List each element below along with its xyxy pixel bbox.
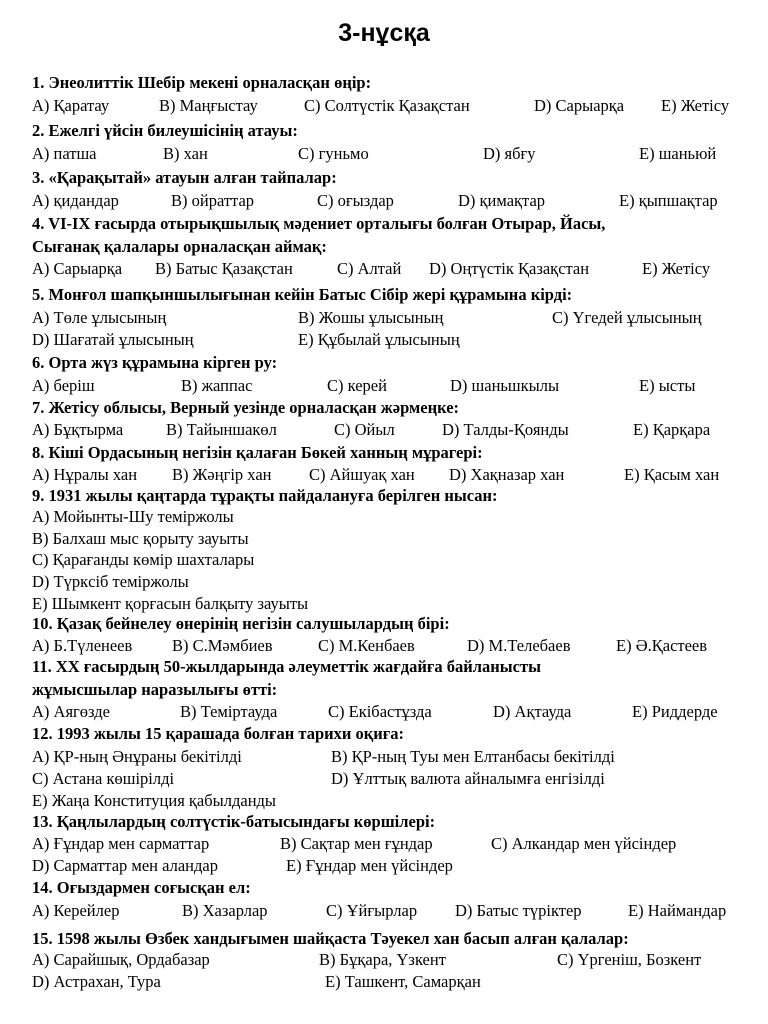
option-1-d: D) Сарыарқа xyxy=(534,96,625,115)
options-8 xyxy=(32,464,768,486)
option-11-a: A) Аягөзде xyxy=(32,702,110,721)
option-6-e: E) ысты xyxy=(639,376,696,395)
options-6 xyxy=(32,375,768,397)
option-5-b: B) Жошы ұлысының xyxy=(298,308,444,327)
option-5-d: D) Шағатай ұлысының xyxy=(32,330,194,349)
option-5-e: E) Құбылай ұлысының xyxy=(298,330,460,349)
question-15: 15. 1598 жылы Өзбек хандығымен шайқаста Тәуекел хан басып алған қалалар: xyxy=(32,929,629,948)
options-12-row-2 xyxy=(32,768,768,790)
option-3-d: D) қимақтар xyxy=(458,191,546,210)
option-6-c: C) керей xyxy=(327,376,387,395)
options-10 xyxy=(32,635,768,657)
option-5-c: C) Үгедей ұлысының xyxy=(552,308,702,327)
options-15-row-1 xyxy=(32,949,768,971)
option-12-c: C) Астана көшірілді xyxy=(32,769,175,788)
option-8-b: B) Жәңгір хан xyxy=(172,465,272,484)
option-13-c: C) Алкандар мен үйсіндер xyxy=(491,834,677,853)
option-3-c: C) оғыздар xyxy=(317,191,394,210)
option-14-e: E) Наймандар xyxy=(628,901,727,920)
option-8-e: E) Қасым хан xyxy=(624,465,720,484)
question-5: 5. Монғол шапқыншылығынан кейін Батыс Сібір жері құрамына кірді: xyxy=(32,285,573,304)
option-9-a: A) Мойынты-Шу теміржолы xyxy=(32,507,234,526)
question-9: 9. 1931 жылы қаңтарда тұрақты пайдалануға берілген нысан: xyxy=(32,486,498,505)
option-7-d: D) Талды-Қоянды xyxy=(442,420,569,439)
option-15-a: A) Сарайшық, Ордабазар xyxy=(32,950,210,969)
options-1 xyxy=(32,95,768,117)
option-12-a: A) ҚР-ның Әнұраны бекітілді xyxy=(32,747,242,766)
option-15-c: C) Үргеніш, Бозкент xyxy=(557,950,702,969)
question-11-line-2: жұмысшылар наразылығы өтті: xyxy=(32,680,278,699)
question-12: 12. 1993 жылы 15 қарашада болған тарихи оқиға: xyxy=(32,724,405,743)
option-4-a: A) Сарыарқа xyxy=(32,259,123,278)
option-14-c: C) Ұйғырлар xyxy=(326,901,418,920)
option-1-a: A) Қаратау xyxy=(32,96,110,115)
question-6: 6. Орта жүз құрамына кірген ру: xyxy=(32,353,278,372)
option-8-a: A) Нұралы хан xyxy=(32,465,138,484)
option-3-b: B) ойраттар xyxy=(171,191,255,210)
option-13-d: D) Сарматтар мен аландар xyxy=(32,856,218,875)
option-6-d: D) шаньшкылы xyxy=(450,376,560,395)
question-2: 2. Ежелгі үйсін билеушісінің атауы: xyxy=(32,121,298,140)
option-12-b: B) ҚР-ның Туы мен Елтанбасы бекітілді xyxy=(331,747,615,766)
option-9-d: D) Түркcіб теміржолы xyxy=(32,572,189,591)
options-3 xyxy=(32,190,768,212)
option-13-e: E) Ғұндар мен үйсіндер xyxy=(286,856,453,875)
question-14: 14. Оғыздармен соғысқан ел: xyxy=(32,878,251,897)
question-1: 1. Энеолиттік Шебір мекені орналасқан өңір: xyxy=(32,73,372,92)
option-6-b: B) жаппас xyxy=(181,376,253,395)
option-6-a: A) беріш xyxy=(32,376,95,395)
option-14-d: D) Батыс түріктер xyxy=(455,901,582,920)
option-1-c: C) Солтүстік Қазақстан xyxy=(304,96,470,115)
option-10-d: D) М.Телебаев xyxy=(467,636,571,655)
options-15-row-2 xyxy=(32,971,768,993)
option-7-a: A) Бұқтырма xyxy=(32,420,124,439)
option-12-d: D) Ұлттық валюта айналымға енгізілді xyxy=(331,769,605,788)
options-12-row-1 xyxy=(32,746,768,768)
option-8-d: D) Хақназар хан xyxy=(449,465,565,484)
page-title: 3-нұсқа xyxy=(338,19,430,47)
option-7-c: C) Ойыл xyxy=(334,420,395,439)
option-10-b: B) С.Мәмбиев xyxy=(172,636,273,655)
option-12-e: E) Жаңа Конституция қабылданды xyxy=(32,791,277,810)
options-5-row-1 xyxy=(32,307,768,329)
question-3: 3. «Қарақытай» атауын алған тайпалар: xyxy=(32,168,337,187)
option-10-e: E) Ә.Қастеев xyxy=(616,636,708,655)
options-5-row-2 xyxy=(32,329,768,351)
option-11-e: E) Риддерде xyxy=(632,702,718,721)
options-11 xyxy=(32,701,768,723)
options-4 xyxy=(32,258,768,280)
option-15-d: D) Астрахан, Тура xyxy=(32,972,161,991)
option-9-e: E) Шымкент қорғасын балқыту зауыты xyxy=(32,594,309,613)
option-13-b: B) Сақтар мен ғұндар xyxy=(280,834,433,853)
option-3-e: E) қыпшақтар xyxy=(619,191,718,210)
option-11-d: D) Ақтауда xyxy=(493,702,572,721)
option-11-c: C) Екібастұзда xyxy=(328,702,432,721)
option-10-c: C) М.Кенбаев xyxy=(318,636,415,655)
option-4-b: B) Батыс Қазақстан xyxy=(155,259,293,278)
option-7-b: B) Тайыншакөл xyxy=(166,420,277,439)
option-14-b: B) Хазарлар xyxy=(182,901,268,920)
options-13-row-1 xyxy=(32,833,768,855)
option-1-e: E) Жетісу xyxy=(661,96,730,115)
option-4-e: E) Жетісу xyxy=(642,259,711,278)
option-14-a: A) Керейлер xyxy=(32,901,120,920)
option-10-a: A) Б.Түленеев xyxy=(32,636,133,655)
option-11-b: B) Теміртауда xyxy=(180,702,278,721)
question-13: 13. Қаңлылардың солтүстік-батысындағы көршілері: xyxy=(32,812,436,831)
options-14 xyxy=(32,900,768,922)
option-9-b: B) Балхаш мыс қорыту зауыты xyxy=(32,529,249,548)
option-13-a: A) Ғұндар мен сарматтар xyxy=(32,834,210,853)
question-11: 11. XX ғасырдың 50-жылдарында әлеуметтік жағдайға байланысты xyxy=(32,657,541,676)
option-3-a: A) қидандар xyxy=(32,191,119,210)
question-4: 4. VI-IX ғасырда отырықшылық мәдениет орталығы болған Отырар, Йасы, xyxy=(32,214,606,233)
options-7 xyxy=(32,419,768,441)
option-2-e: E) шаньюй xyxy=(639,144,717,163)
option-15-b: B) Бұқара, Үзкент xyxy=(319,950,446,969)
options-2 xyxy=(32,143,768,165)
option-8-c: C) Айшуақ хан xyxy=(309,465,415,484)
option-1-b: B) Маңғыстау xyxy=(159,96,258,115)
question-8: 8. Кіші Ордасының негізін қалаған Бөкей ханның мұрагері: xyxy=(32,443,483,462)
option-4-c: C) Алтай xyxy=(337,259,402,278)
option-2-d: D) ябғу xyxy=(483,144,536,163)
question-7: 7. Жетісу облысы, Верный уезінде орналасқан жәрмеңке: xyxy=(32,398,460,417)
option-15-e: E) Ташкент, Самарқан xyxy=(325,972,481,991)
option-5-a: A) Төле ұлысының xyxy=(32,308,167,327)
options-13-row-2 xyxy=(32,855,768,877)
option-4-d: D) Оңтүстік Қазақстан xyxy=(429,259,590,278)
question-10: 10. Қазақ бейнелеу өнерінің негізін салушылардың бірі: xyxy=(32,614,450,633)
option-2-c: C) гуньмо xyxy=(298,144,369,163)
question-4-line-2: Сығанақ қалалары орналасқан аймақ: xyxy=(32,237,327,256)
option-9-c: C) Қарағанды көмір шахталары xyxy=(32,550,255,569)
option-2-a: A) патша xyxy=(32,144,97,163)
option-7-e: E) Қарқара xyxy=(633,420,711,439)
option-2-b: B) хан xyxy=(163,144,208,163)
